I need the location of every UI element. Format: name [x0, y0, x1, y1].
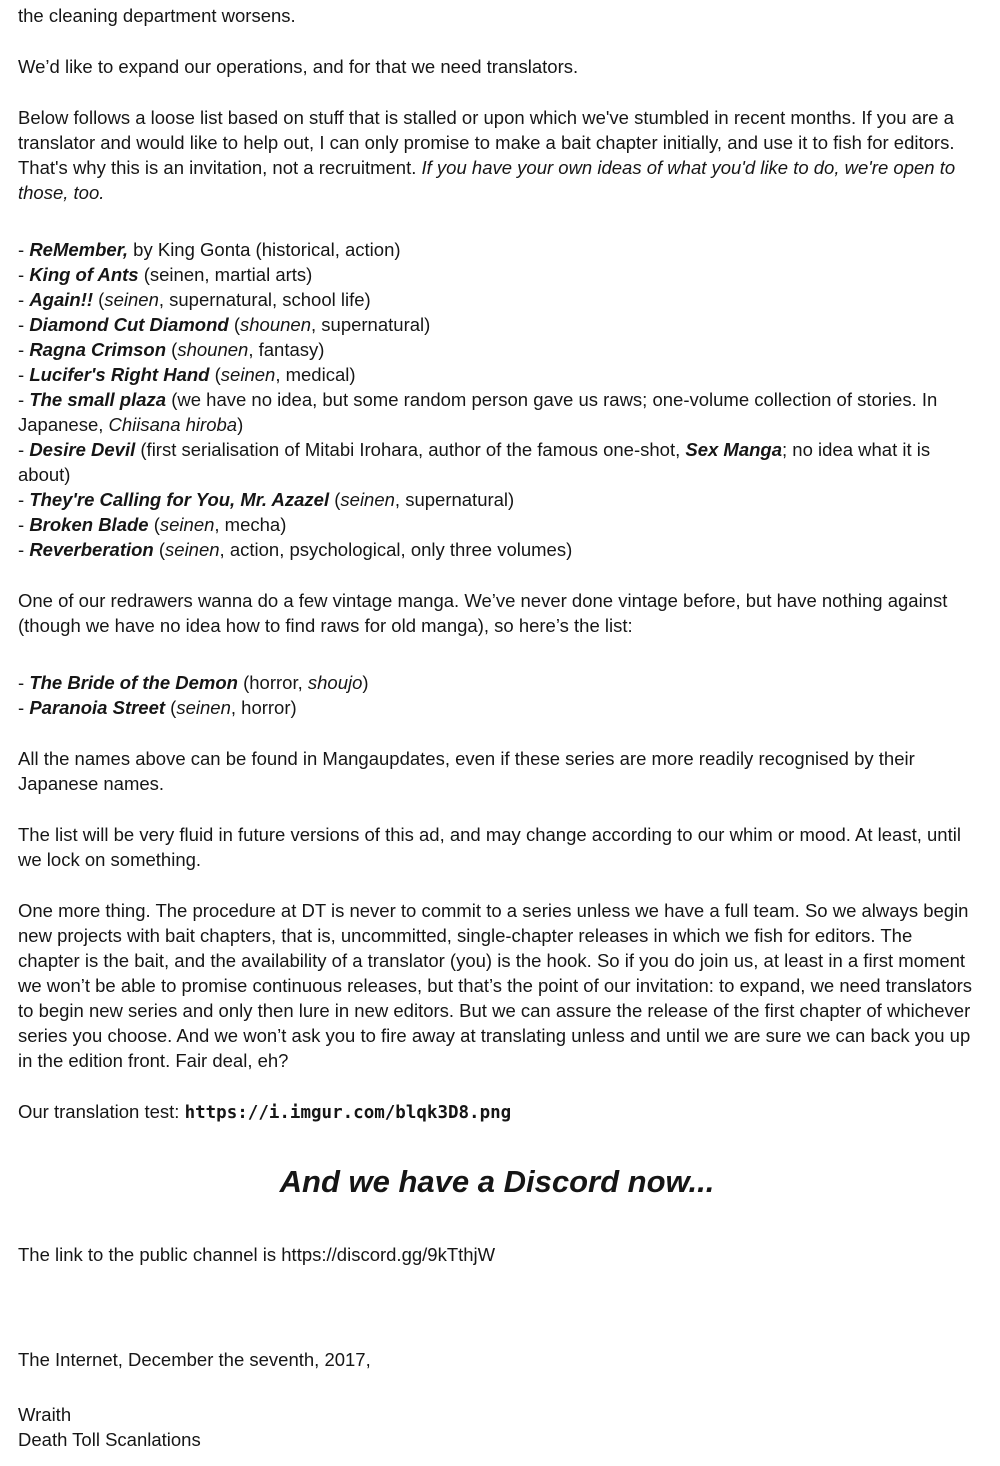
list-item-remember: - ReMember, by King Gonta (historical, action): [18, 239, 401, 260]
signature-name: Wraith: [18, 1404, 72, 1425]
paragraph-need-translators: We’d like to expand our operations, and for that we need translators.: [18, 56, 579, 77]
manga-wishlist: [18, 237, 976, 562]
paragraph-worsens: the cleaning department worsens.: [18, 5, 296, 26]
list-item-desire-devil: - Desire Devil (first serialisation of Mitabi Irohara, author of the famous one-shot, Sex Manga; no idea what it is about): [18, 439, 931, 485]
list-item-lucifers-right-hand: - Lucifer's Right Hand (seinen, medical): [18, 364, 356, 385]
discord-invite-url[interactable]: https://discord.gg/9kTthjW: [281, 1244, 496, 1265]
list-item-azazel: - They're Calling for You, Mr. Azazel (seinen, supernatural): [18, 489, 515, 510]
list-item-bride-of-the-demon: - The Bride of the Demon (horror, shoujo): [18, 672, 369, 693]
vintage-wishlist: [18, 670, 976, 720]
discord-link-line: [18, 1242, 976, 1267]
list-item-again: - Again!! (seinen, supernatural, school life): [18, 289, 371, 310]
list-item-reverberation: - Reverberation (seinen, action, psychological, only three volumes): [18, 539, 573, 560]
paragraph-mangaupdates: All the names above can be found in Mangaupdates, even if these series are more readily recognised by their Japanese names.: [18, 748, 915, 794]
list-item-broken-blade: - Broken Blade (seinen, mecha): [18, 514, 287, 535]
signature-block: [18, 1347, 976, 1452]
translation-test-label: Our translation test:: [18, 1101, 185, 1122]
list-item-diamond-cut-diamond: - Diamond Cut Diamond (shounen, supernatural): [18, 314, 431, 335]
paragraph-fluid-list: The list will be very fluid in future versions of this ad, and may change according to our whim or mood. At least, until we lock on something.: [18, 824, 961, 870]
list-item-paranoia-street: - Paranoia Street (seinen, horror): [18, 697, 297, 718]
list-item-ragna-crimson: - Ragna Crimson (shounen, fantasy): [18, 339, 325, 360]
translation-test-line: [18, 1099, 976, 1126]
list-item-small-plaza: - The small plaza (we have no idea, but some random person gave us raws; one-volume collection of stories. In Japanese, Chiisana hiroba): [18, 389, 938, 435]
discord-link-label: The link to the public channel is: [18, 1244, 282, 1265]
paragraph-vintage-intro: One of our redrawers wanna do a few vintage manga. We’ve never done vintage before, but have nothing against (though we have no idea how to find raws for old manga), so here’s the list:: [18, 590, 948, 636]
paragraph-procedure: One more thing. The procedure at DT is never to commit to a series unless we have a full team. So we always begin new projects with bait chapters, that is, uncommitted, single-chapter releases in which we fish for editors. The chapter is the bait, and the availability of a translator (you) is the hook. So if you do join us, at least in a first moment we won’t be able to promise continuous releases, but that’s the point of our invitation: to expand, we need translators to begin new series and only then lure in new editors. But we can assure the release of the first chapter of whichever series you choose. And we won’t ask you to fire away at translating unless and until we are sure we can back you up in the edition front. Fair deal, eh?: [18, 900, 973, 1071]
list-item-king-of-ants: - King of Ants (seinen, martial arts): [18, 264, 313, 285]
translation-test-url[interactable]: https://i.imgur.com/blqk3D8.png: [184, 1103, 512, 1123]
signature-date: The Internet, December the seventh, 2017,: [18, 1349, 371, 1370]
discord-heading: And we have a Discord now...: [279, 1164, 715, 1199]
signature-group: Death Toll Scanlations: [18, 1429, 201, 1450]
paragraph-invitation: Below follows a loose list based on stuff that is stalled or upon which we've stumbled in recent months. If you are a translator and would like to help out, I can only promise to make a bait chapter initially, and use it to fish for editors. That's why this is an invitation, not a recruitment. If you have your own ideas of what you'd like to do, we're open to those, too.: [18, 107, 956, 203]
